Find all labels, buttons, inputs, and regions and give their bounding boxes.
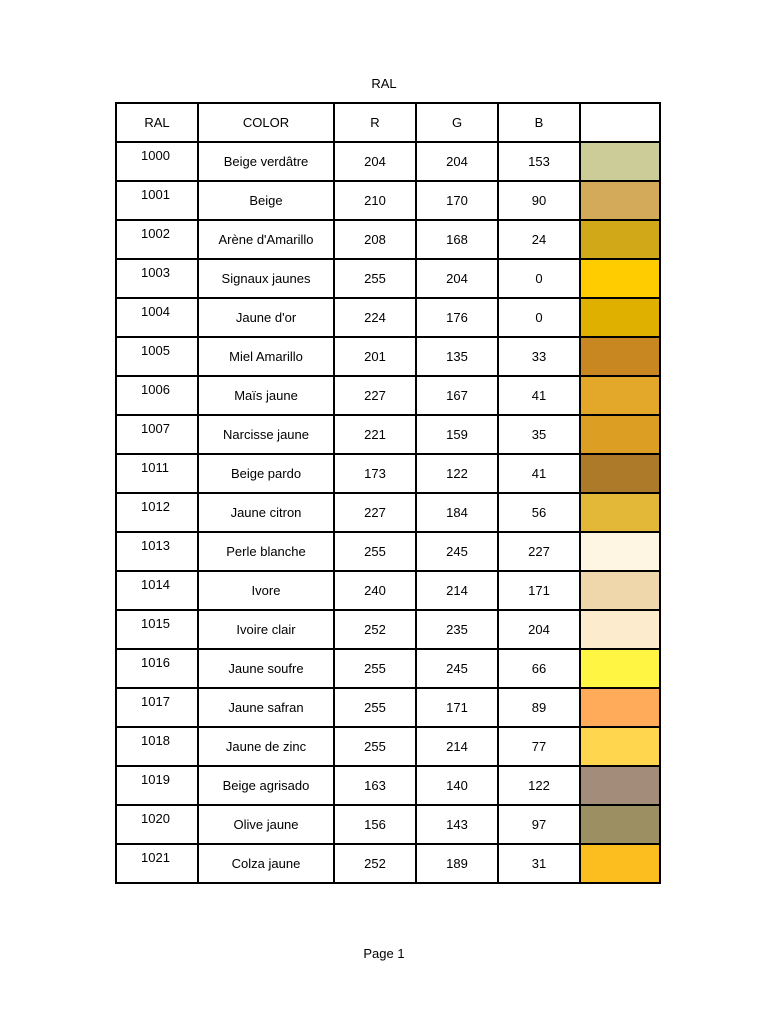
ral-code-cell: 1011 — [116, 454, 198, 493]
color-swatch-cell — [580, 805, 660, 844]
page-title: RAL — [371, 76, 397, 91]
ral-code-cell: 1012 — [116, 493, 198, 532]
red-value-cell: 163 — [334, 766, 416, 805]
blue-value-cell: 77 — [498, 727, 580, 766]
table-row — [116, 298, 660, 337]
green-value-cell: 122 — [416, 454, 498, 493]
color-swatch — [581, 221, 659, 258]
color-swatch-cell — [580, 688, 660, 727]
color-name-cell: Miel Amarillo — [198, 337, 334, 376]
red-value-cell: 204 — [334, 142, 416, 181]
header-ral: RAL — [116, 103, 198, 142]
green-value-cell: 214 — [416, 727, 498, 766]
color-name-cell: Jaune safran — [198, 688, 334, 727]
color-swatch — [581, 299, 659, 336]
green-value-cell: 135 — [416, 337, 498, 376]
color-name-cell: Signaux jaunes — [198, 259, 334, 298]
color-name-cell: Jaune d'or — [198, 298, 334, 337]
table-row — [116, 727, 660, 766]
color-swatch-cell — [580, 220, 660, 259]
blue-value-cell: 122 — [498, 766, 580, 805]
green-value-cell: 140 — [416, 766, 498, 805]
ral-code-cell: 1018 — [116, 727, 198, 766]
color-swatch — [581, 494, 659, 531]
red-value-cell: 221 — [334, 415, 416, 454]
page-footer: Page 1 — [363, 946, 405, 961]
table-row — [116, 493, 660, 532]
green-value-cell: 204 — [416, 259, 498, 298]
blue-value-cell: 153 — [498, 142, 580, 181]
green-value-cell: 245 — [416, 649, 498, 688]
table-row — [116, 649, 660, 688]
red-value-cell: 156 — [334, 805, 416, 844]
color-swatch-cell — [580, 610, 660, 649]
color-name-cell: Maïs jaune — [198, 376, 334, 415]
red-value-cell: 173 — [334, 454, 416, 493]
table-row — [116, 142, 660, 181]
color-name-cell: Narcisse jaune — [198, 415, 334, 454]
red-value-cell: 224 — [334, 298, 416, 337]
green-value-cell: 189 — [416, 844, 498, 883]
blue-value-cell: 41 — [498, 454, 580, 493]
blue-value-cell: 35 — [498, 415, 580, 454]
color-swatch — [581, 338, 659, 375]
color-swatch-cell — [580, 844, 660, 883]
blue-value-cell: 0 — [498, 298, 580, 337]
table-row — [116, 610, 660, 649]
ral-code-cell: 1007 — [116, 415, 198, 454]
blue-value-cell: 0 — [498, 259, 580, 298]
color-swatch — [581, 689, 659, 726]
blue-value-cell: 33 — [498, 337, 580, 376]
green-value-cell: 159 — [416, 415, 498, 454]
color-name-cell: Beige pardo — [198, 454, 334, 493]
blue-value-cell: 56 — [498, 493, 580, 532]
red-value-cell: 227 — [334, 493, 416, 532]
color-swatch — [581, 611, 659, 648]
blue-value-cell: 41 — [498, 376, 580, 415]
color-swatch-cell — [580, 181, 660, 220]
table-row — [116, 532, 660, 571]
green-value-cell: 143 — [416, 805, 498, 844]
ral-code-cell: 1006 — [116, 376, 198, 415]
table-row — [116, 571, 660, 610]
color-swatch — [581, 143, 659, 180]
blue-value-cell: 227 — [498, 532, 580, 571]
table-row — [116, 805, 660, 844]
ral-code-cell: 1005 — [116, 337, 198, 376]
header-color: COLOR — [198, 103, 334, 142]
blue-value-cell: 89 — [498, 688, 580, 727]
table-row — [116, 688, 660, 727]
red-value-cell: 208 — [334, 220, 416, 259]
color-swatch — [581, 533, 659, 570]
blue-value-cell: 90 — [498, 181, 580, 220]
red-value-cell: 255 — [334, 259, 416, 298]
color-swatch — [581, 416, 659, 453]
ral-code-cell: 1017 — [116, 688, 198, 727]
ral-code-cell: 1002 — [116, 220, 198, 259]
color-name-cell: Beige agrisado — [198, 766, 334, 805]
green-value-cell: 171 — [416, 688, 498, 727]
color-name-cell: Ivoire clair — [198, 610, 334, 649]
color-swatch — [581, 377, 659, 414]
red-value-cell: 255 — [334, 532, 416, 571]
color-swatch — [581, 650, 659, 687]
color-swatch-cell — [580, 649, 660, 688]
red-value-cell: 255 — [334, 649, 416, 688]
ral-code-cell: 1020 — [116, 805, 198, 844]
table-row — [116, 337, 660, 376]
color-name-cell: Jaune citron — [198, 493, 334, 532]
blue-value-cell: 31 — [498, 844, 580, 883]
red-value-cell: 210 — [334, 181, 416, 220]
ral-code-cell: 1015 — [116, 610, 198, 649]
ral-code-cell: 1013 — [116, 532, 198, 571]
table-row — [116, 844, 660, 883]
ral-code-cell: 1000 — [116, 142, 198, 181]
header-g: G — [416, 103, 498, 142]
ral-code-cell: 1004 — [116, 298, 198, 337]
red-value-cell: 227 — [334, 376, 416, 415]
green-value-cell: 235 — [416, 610, 498, 649]
table-row — [116, 259, 660, 298]
color-name-cell: Colza jaune — [198, 844, 334, 883]
blue-value-cell: 97 — [498, 805, 580, 844]
color-swatch-cell — [580, 259, 660, 298]
green-value-cell: 214 — [416, 571, 498, 610]
ral-code-cell: 1016 — [116, 649, 198, 688]
red-value-cell: 240 — [334, 571, 416, 610]
color-name-cell: Beige — [198, 181, 334, 220]
color-swatch — [581, 767, 659, 804]
color-name-cell: Arène d'Amarillo — [198, 220, 334, 259]
ral-code-cell: 1021 — [116, 844, 198, 883]
color-swatch-cell — [580, 337, 660, 376]
header-row — [116, 103, 660, 142]
color-swatch — [581, 455, 659, 492]
table-row — [116, 220, 660, 259]
color-swatch-cell — [580, 571, 660, 610]
blue-value-cell: 24 — [498, 220, 580, 259]
color-swatch — [581, 182, 659, 219]
red-value-cell: 201 — [334, 337, 416, 376]
ral-code-cell: 1001 — [116, 181, 198, 220]
ral-code-cell: 1003 — [116, 259, 198, 298]
blue-value-cell: 171 — [498, 571, 580, 610]
green-value-cell: 184 — [416, 493, 498, 532]
ral-code-cell: 1019 — [116, 766, 198, 805]
color-swatch-cell — [580, 298, 660, 337]
color-swatch-cell — [580, 454, 660, 493]
green-value-cell: 167 — [416, 376, 498, 415]
ral-color-table — [115, 102, 661, 884]
color-swatch — [581, 572, 659, 609]
green-value-cell: 245 — [416, 532, 498, 571]
red-value-cell: 255 — [334, 727, 416, 766]
color-name-cell: Beige verdâtre — [198, 142, 334, 181]
color-name-cell: Jaune soufre — [198, 649, 334, 688]
green-value-cell: 204 — [416, 142, 498, 181]
red-value-cell: 255 — [334, 688, 416, 727]
green-value-cell: 170 — [416, 181, 498, 220]
color-swatch-cell — [580, 376, 660, 415]
table-row — [116, 376, 660, 415]
color-swatch-cell — [580, 532, 660, 571]
color-swatch-cell — [580, 727, 660, 766]
header-b: B — [498, 103, 580, 142]
color-swatch-cell — [580, 493, 660, 532]
color-swatch — [581, 845, 659, 882]
table-row — [116, 454, 660, 493]
red-value-cell: 252 — [334, 844, 416, 883]
color-name-cell: Jaune de zinc — [198, 727, 334, 766]
table-row — [116, 415, 660, 454]
color-name-cell: Olive jaune — [198, 805, 334, 844]
green-value-cell: 168 — [416, 220, 498, 259]
table-row — [116, 181, 660, 220]
color-swatch — [581, 806, 659, 843]
green-value-cell: 176 — [416, 298, 498, 337]
red-value-cell: 252 — [334, 610, 416, 649]
ral-code-cell: 1014 — [116, 571, 198, 610]
color-name-cell: Perle blanche — [198, 532, 334, 571]
color-swatch-cell — [580, 415, 660, 454]
color-swatch — [581, 260, 659, 297]
color-name-cell: Ivore — [198, 571, 334, 610]
header-r: R — [334, 103, 416, 142]
blue-value-cell: 66 — [498, 649, 580, 688]
color-swatch — [581, 728, 659, 765]
table-row — [116, 766, 660, 805]
header-swatch — [580, 103, 660, 142]
color-swatch-cell — [580, 766, 660, 805]
color-swatch-cell — [580, 142, 660, 181]
blue-value-cell: 204 — [498, 610, 580, 649]
